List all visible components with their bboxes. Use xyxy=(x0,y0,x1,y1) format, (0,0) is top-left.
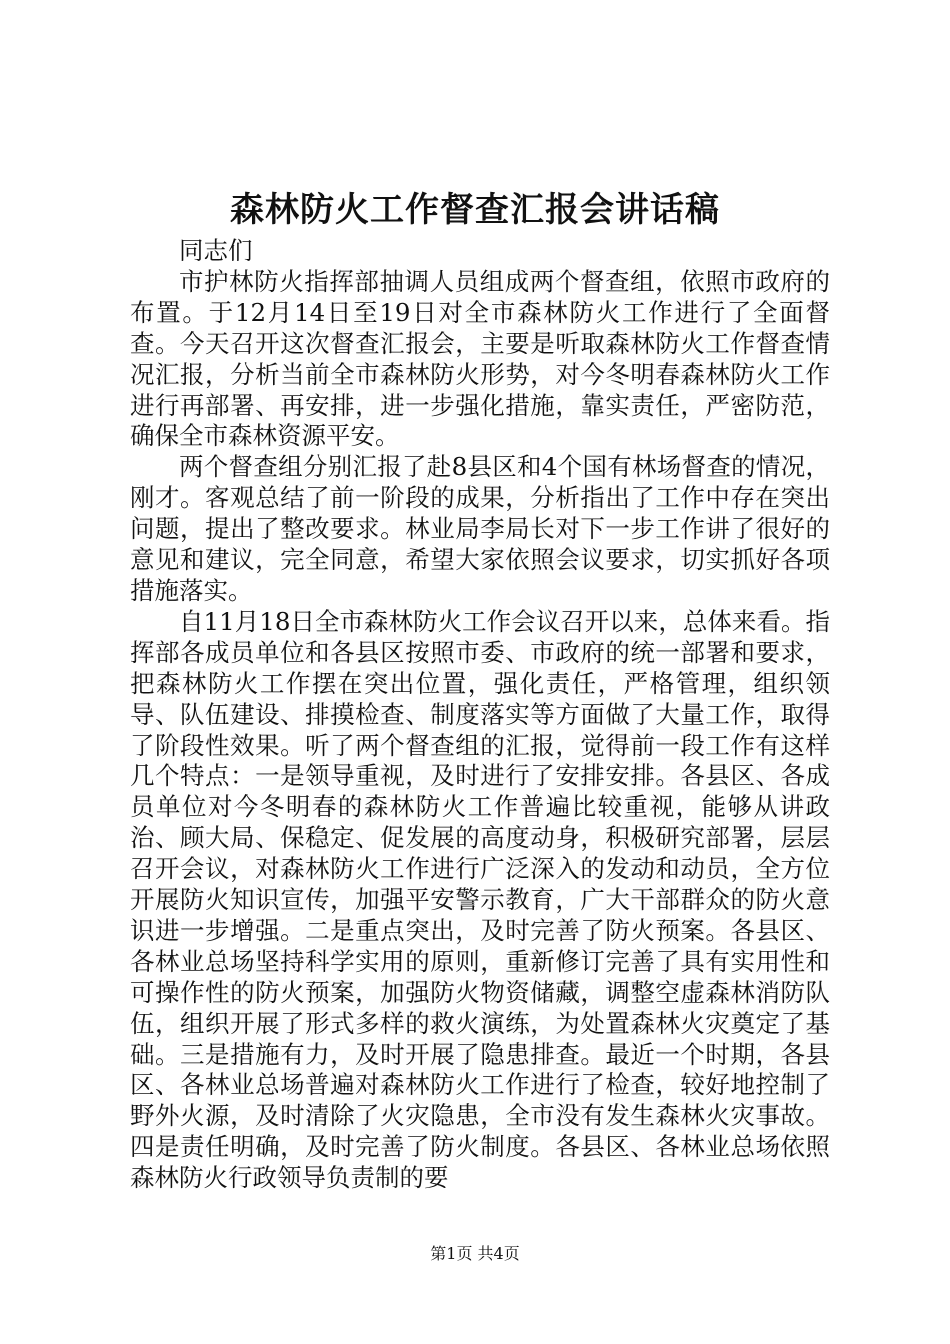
page-number: 第1页 共4页 xyxy=(430,1244,520,1263)
document-body xyxy=(130,236,830,1194)
paragraph-2: 两个督查组分别汇报了赴8县区和4个国有林场督查的情况，刚才。客观总结了前一阶段的成果，分析指出了工作中存在突出问题，提出了整改要求。林业局李局长对下一步工作讲了很好的意见和建议，完全同意，希望大家依照会议要求，切实抓好各项措施落实。 xyxy=(130,452,830,605)
salutation: 同志们 xyxy=(179,236,253,265)
document-title: 森林防火工作督查汇报会讲话稿 xyxy=(230,190,720,230)
page-footer xyxy=(0,1243,950,1265)
paragraph-3: 自11月18日全市森林防火工作会议召开以来，总体来看。指挥部各成员单位和各县区按照市委、市政府的统一部署和要求，把森林防火工作摆在突出位置，强化责任，严格管理，组织领导、队伍建设、排摸检查、制度落实等方面做了大量工作，取得了阶段性效果。听了两个督查组的汇报，觉得前一段工作有这样几个特点：一是领导重视，及时进行了安排安排。各县区、各成员单位对今冬明春的森林防火工作普遍比较重视，能够从讲政治、顾大局、保稳定、促发展的高度动身，积极研究部署，层层召开会议，对森林防火工作进行广泛深入的发动和动员，全方位开展防火知识宣传，加强平安警示教育，广大干部群众的防火意识进一步增强。二是重点突出，及时完善了防火预案。各县区、各林业总场坚持科学实用的原则，重新修订完善了具有实用性和可操作性的防火预案，加强防火物资储藏，调整空虚森林消防队伍，组织开展了形式多样的救火演练，为处置森林火灾奠定了基础。三是措施有力，及时开展了隐患排查。最近一个时期，各县区、各林业总场普遍对森林防火工作进行了检查，较好地控制了野外火源，及时清除了火灾隐患，全市没有发生森林火灾事故。四是责任明确，及时完善了防火制度。各县区、各林业总场依照森林防火行政领导负责制的要 xyxy=(130,606,830,1193)
paragraph-1: 市护林防火指挥部抽调人员组成两个督查组，依照市政府的布置。于12月14日至19日对全市森林防火工作进行了全面督查。今天召开这次督查汇报会，主要是听取森林防火工作督查情况汇报，分析当前全市森林防火形势，对今冬明春森林防火工作进行再部署、再安排，进一步强化措施，靠实责任，严密防范，确保全市森林资源平安。 xyxy=(130,266,830,451)
